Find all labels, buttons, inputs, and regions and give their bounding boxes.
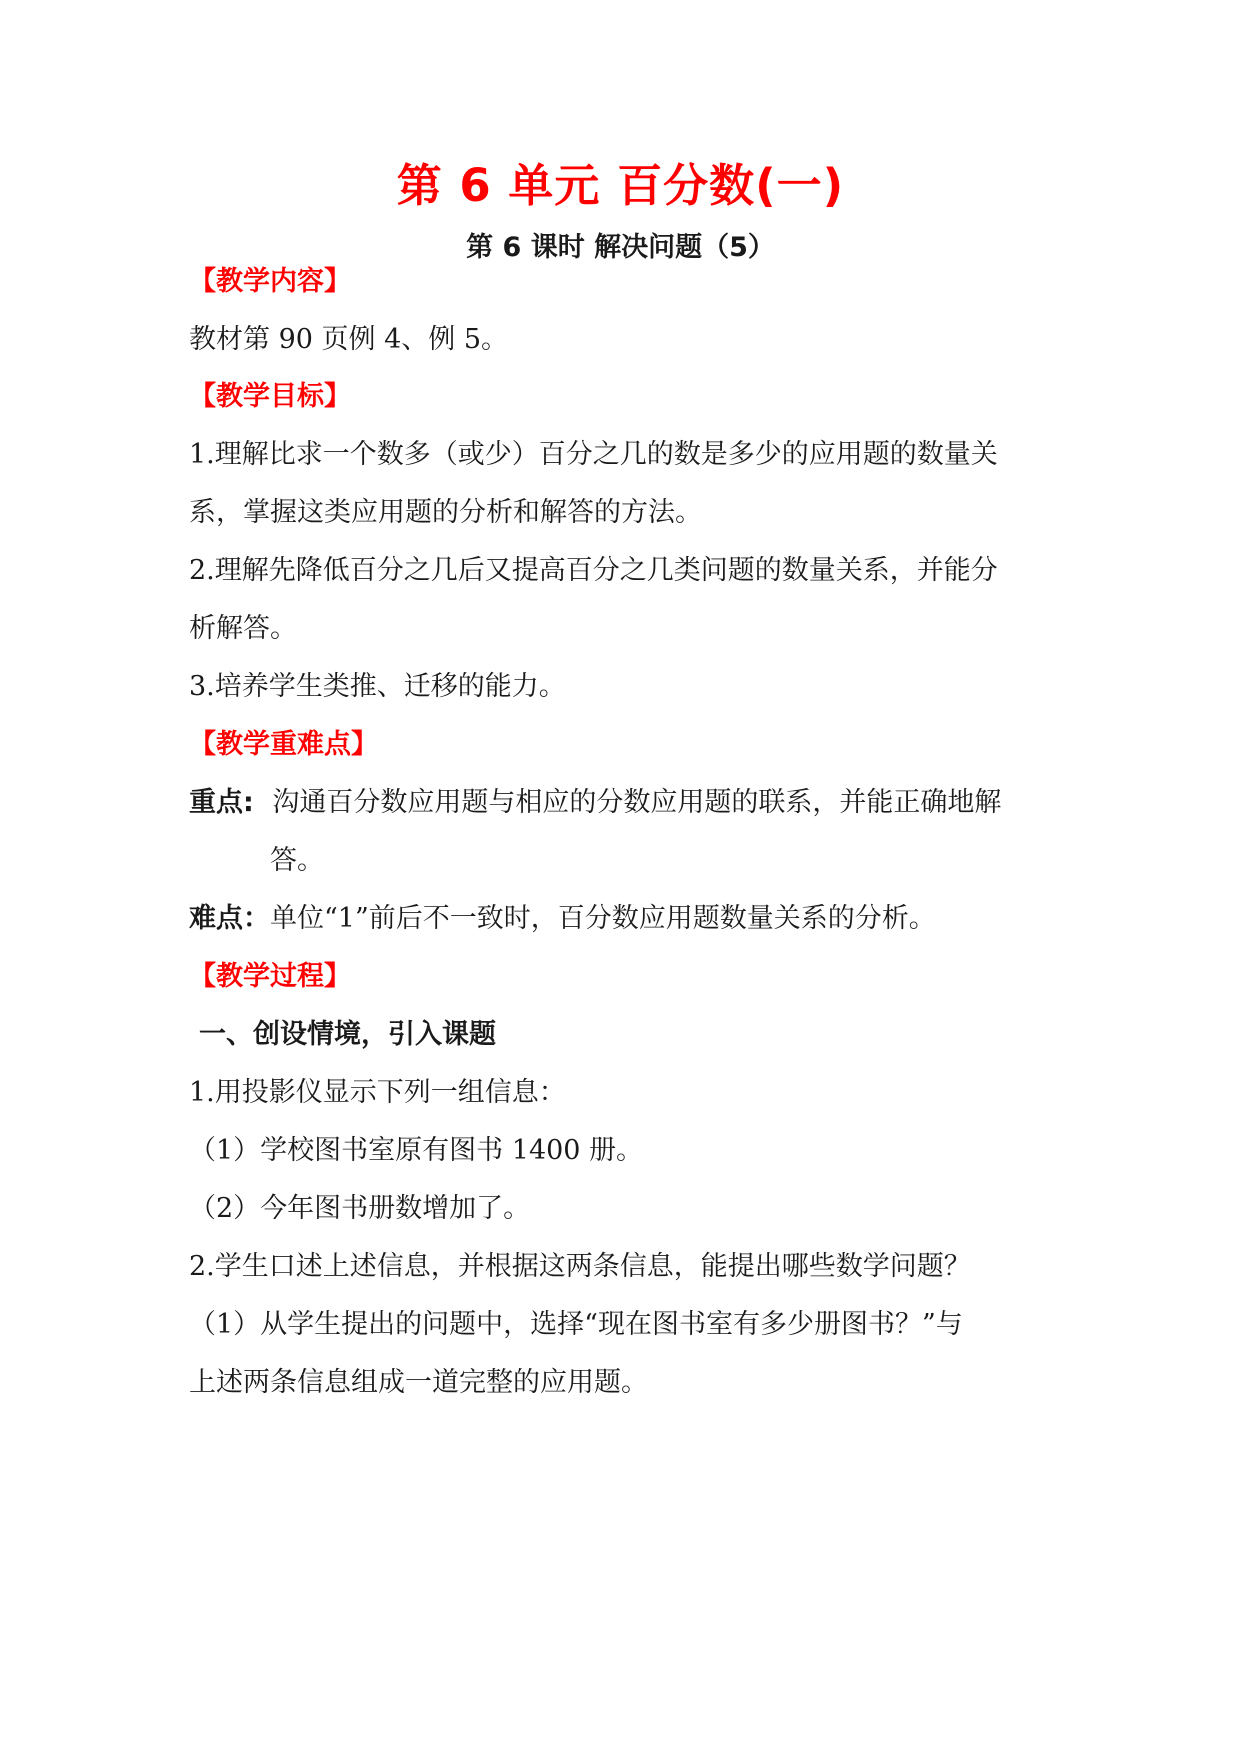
difficult-point-line	[189, 899, 1069, 939]
process-line: 2.学生口述上述信息，并根据这两条信息，能提出哪些数学问题？	[189, 1251, 971, 1282]
section-heading-key-points: 【教学重难点】	[189, 729, 378, 760]
process-part1-heading: 一、创设情境，引入课题	[199, 1019, 496, 1050]
unit-title: 第 6 单元 百分数(一)	[396, 159, 845, 212]
lesson-subtitle: 第 6 课时 解决问题（5）	[466, 232, 775, 263]
difficult-point-label: 难点：	[189, 903, 270, 934]
difficult-point-text: 单位“1”前后不一致时，百分数应用题数量关系的分析。	[270, 903, 936, 934]
goal-line: 3.培养学生类推、迁移的能力。	[189, 671, 566, 702]
section-heading-goals: 【教学目标】	[189, 381, 351, 412]
process-line: （1）学校图书室原有图书 1400 册。	[189, 1135, 644, 1166]
goal-line: 1.理解比求一个数多（或少）百分之几的数是多少的应用题的数量关	[189, 439, 998, 470]
process-line: 1.用投影仪显示下列一组信息：	[189, 1077, 566, 1108]
section-heading-process: 【教学过程】	[189, 961, 351, 992]
process-line: （1）从学生提出的问题中，选择“现在图书室有多少册图书？”与	[189, 1309, 963, 1340]
content-text: 教材第 90 页例 4、例 5。	[189, 324, 509, 355]
section-heading-content: 【教学内容】	[189, 266, 351, 297]
key-point-line	[189, 783, 1069, 823]
key-point-continuation: 答。	[270, 845, 324, 876]
goal-line: 系，掌握这类应用题的分析和解答的方法。	[189, 497, 702, 528]
process-line: （2）今年图书册数增加了。	[189, 1193, 531, 1224]
process-line: 上述两条信息组成一道完整的应用题。	[189, 1367, 648, 1398]
key-point-text: 沟通百分数应用题与相应的分数应用题的联系，并能正确地解	[272, 787, 1002, 818]
goal-line: 析解答。	[189, 613, 297, 644]
goal-line: 2.理解先降低百分之几后又提高百分之几类问题的数量关系，并能分	[189, 555, 998, 586]
key-point-label: 重点:	[189, 787, 254, 818]
